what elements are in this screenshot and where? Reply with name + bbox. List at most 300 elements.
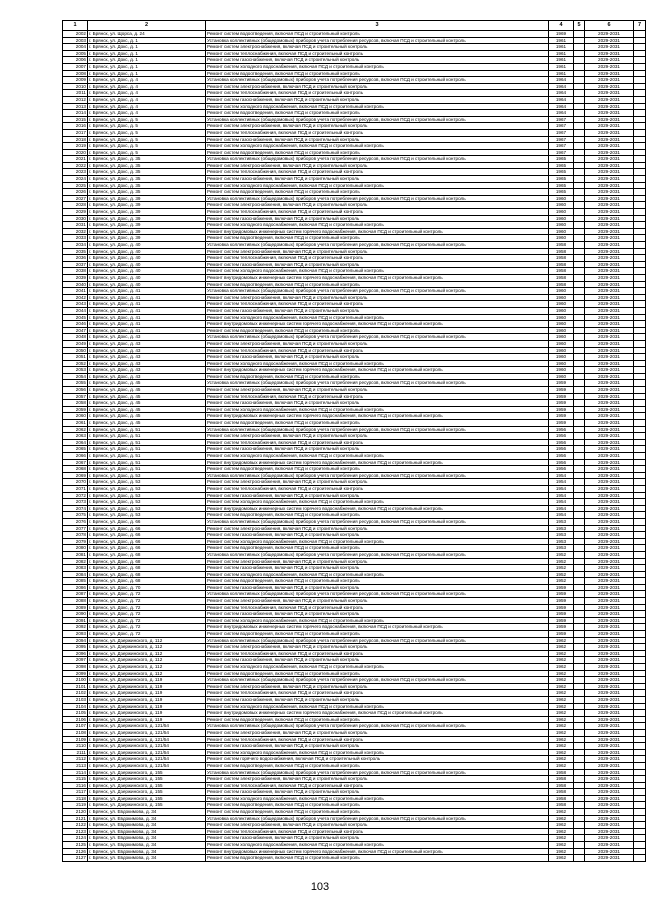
year-built-cell: 1962 <box>549 756 574 763</box>
blank-cell <box>634 802 646 809</box>
year-built-cell: 1962 <box>549 809 574 816</box>
work-type-cell: Ремонт систем теплоснабжения, включая ПСД и строительный контроль <box>206 650 549 657</box>
table-row <box>63 268 646 275</box>
period-cell: 2029-2031 <box>585 525 634 532</box>
period-cell: 2029-2031 <box>585 123 634 130</box>
period-cell: 2029-2031 <box>585 842 634 849</box>
year-built-cell: 1965 <box>549 169 574 176</box>
address-cell: г. Брянск, ул. Докс, д. 39 <box>88 228 206 235</box>
blank-cell <box>634 591 646 598</box>
table-row <box>63 288 646 295</box>
period-cell: 2029-2031 <box>585 670 634 677</box>
blank-cell <box>574 393 585 400</box>
period-cell: 2029-2031 <box>585 782 634 789</box>
blank-cell <box>574 37 585 44</box>
row-number-cell: 2024 <box>63 176 88 183</box>
row-number-cell: 2019 <box>63 143 88 150</box>
period-cell: 2029-2031 <box>585 129 634 136</box>
table-row <box>63 406 646 413</box>
address-cell: г. Брянск, ул. Докс, д. 40 <box>88 242 206 249</box>
row-number-cell: 2053 <box>63 367 88 374</box>
work-type-cell: Ремонт систем электроснабжения, включая ПСД и строительный контроль <box>206 83 549 90</box>
blank-cell <box>574 545 585 552</box>
period-cell: 2029-2031 <box>585 413 634 420</box>
year-built-cell: 1952 <box>549 551 574 558</box>
address-cell: г. Брянск, ул. Докс, д. 39 <box>88 215 206 222</box>
period-cell: 2029-2031 <box>585 756 634 763</box>
row-number-cell: 2104 <box>63 703 88 710</box>
year-built-cell: 1960 <box>549 360 574 367</box>
year-built-cell: 1956 <box>549 446 574 453</box>
address-cell: г. Брянск, ул. Докс, д. 1 <box>88 50 206 57</box>
work-type-cell: Ремонт систем газоснабжения, включая ПСД и строительный контроль <box>206 215 549 222</box>
table-row <box>63 307 646 314</box>
table-row <box>63 584 646 591</box>
address-cell: г. Брянск, ул. Докс, д. 5 <box>88 129 206 136</box>
table-row <box>63 380 646 387</box>
address-cell: г. Брянск, ул. Докс, д. 72 <box>88 604 206 611</box>
blank-cell <box>634 334 646 341</box>
header-row <box>63 21 646 31</box>
work-type-cell: Ремонт систем электроснабжения, включая ПСД и строительный контроль <box>206 776 549 783</box>
blank-cell <box>574 472 585 479</box>
blank-cell <box>634 327 646 334</box>
blank-cell <box>574 63 585 70</box>
work-type-cell: Ремонт внутридомовых инженерных систем горячего водоснабжения, включая ПСД и строительный контроль <box>206 710 549 717</box>
blank-cell <box>634 545 646 552</box>
year-built-cell: 1967 <box>549 136 574 143</box>
blank-cell <box>634 664 646 671</box>
row-number-cell: 2055 <box>63 380 88 387</box>
period-cell: 2029-2031 <box>585 518 634 525</box>
blank-cell <box>574 591 585 598</box>
row-number-cell: 2056 <box>63 387 88 394</box>
year-built-cell: 1962 <box>549 835 574 842</box>
blank-cell <box>574 248 585 255</box>
blank-cell <box>574 406 585 413</box>
blank-cell <box>574 479 585 486</box>
year-built-cell: 1952 <box>549 558 574 565</box>
blank-cell <box>574 822 585 829</box>
year-built-cell: 1967 <box>549 143 574 150</box>
row-number-cell: 2123 <box>63 828 88 835</box>
blank-cell <box>634 789 646 796</box>
work-type-cell: Ремонт систем газоснабжения, включая ПСД и строительный контроль <box>206 176 549 183</box>
header-col-7: 7 <box>634 21 646 31</box>
table-row <box>63 505 646 512</box>
address-cell: г. Брянск, ул. Докс, д. 66 <box>88 538 206 545</box>
row-number-cell: 2105 <box>63 710 88 717</box>
year-built-cell: 1956 <box>549 439 574 446</box>
work-type-cell: Ремонт систем холодного водоснабжения, включая ПСД и строительный контроль <box>206 571 549 578</box>
address-cell: г. Брянск, ул. Докс, д. 4 <box>88 83 206 90</box>
blank-cell <box>634 736 646 743</box>
work-type-cell: Ремонт систем электроснабжения, включая ПСД и строительный контроль <box>206 433 549 440</box>
year-built-cell: 1962 <box>549 710 574 717</box>
row-number-cell: 2048 <box>63 334 88 341</box>
year-built-cell: 1960 <box>549 209 574 216</box>
blank-cell <box>634 426 646 433</box>
row-number-cell: 2099 <box>63 670 88 677</box>
period-cell: 2029-2031 <box>585 453 634 460</box>
blank-cell <box>574 195 585 202</box>
period-cell: 2029-2031 <box>585 591 634 598</box>
address-cell: г. Брянск, ул. Докс, д. 1 <box>88 37 206 44</box>
period-cell: 2029-2031 <box>585 855 634 862</box>
period-cell: 2029-2031 <box>585 512 634 519</box>
row-number-cell: 2016 <box>63 123 88 130</box>
address-cell: г. Брянск, ул. Докс, д. 1 <box>88 63 206 70</box>
blank-cell <box>634 314 646 321</box>
blank-cell <box>634 459 646 466</box>
blank-cell <box>574 716 585 723</box>
year-built-cell: 1960 <box>549 215 574 222</box>
address-cell: г. Брянск, ул. Докс, д. 41 <box>88 327 206 334</box>
blank-cell <box>634 420 646 427</box>
year-built-cell: 1967 <box>549 129 574 136</box>
year-built-cell: 1958 <box>549 261 574 268</box>
row-number-cell: 2006 <box>63 57 88 64</box>
blank-cell <box>634 380 646 387</box>
row-number-cell: 2057 <box>63 393 88 400</box>
table-row <box>63 729 646 736</box>
period-cell: 2029-2031 <box>585 683 634 690</box>
blank-cell <box>634 162 646 169</box>
row-number-cell: 2010 <box>63 83 88 90</box>
table-row <box>63 492 646 499</box>
period-cell: 2029-2031 <box>585 162 634 169</box>
blank-cell <box>574 828 585 835</box>
blank-cell <box>574 400 585 407</box>
row-number-cell: 2052 <box>63 360 88 367</box>
row-number-cell: 2015 <box>63 116 88 123</box>
row-number-cell: 2058 <box>63 400 88 407</box>
work-type-cell: Ремонт систем газоснабжения, включая ПСД и строительный контроль <box>206 657 549 664</box>
period-cell: 2029-2031 <box>585 505 634 512</box>
address-cell: г. Брянск, ул. Дзержинского, д. 155 <box>88 769 206 776</box>
period-cell: 2029-2031 <box>585 466 634 473</box>
blank-cell <box>634 855 646 862</box>
period-cell: 2029-2031 <box>585 380 634 387</box>
year-built-cell: 1959 <box>549 380 574 387</box>
repair-program-table <box>62 20 646 862</box>
blank-cell <box>574 558 585 565</box>
blank-cell <box>634 650 646 657</box>
blank-cell <box>634 202 646 209</box>
header-col-5: 5 <box>574 21 585 31</box>
year-built-cell: 1956 <box>549 453 574 460</box>
period-cell: 2029-2031 <box>585 228 634 235</box>
blank-cell <box>574 525 585 532</box>
blank-cell <box>634 413 646 420</box>
address-cell: г. Брянск, ул. Дзержинского, д. 119 <box>88 677 206 684</box>
work-type-cell: Ремонт систем холодного водоснабжения, включая ПСД и строительный контроль <box>206 143 549 150</box>
table-row <box>63 565 646 572</box>
row-number-cell: 2093 <box>63 631 88 638</box>
blank-cell <box>574 776 585 783</box>
address-cell: г. Брянск, ул. Докс, д. 40 <box>88 274 206 281</box>
row-number-cell: 2100 <box>63 677 88 684</box>
table-row <box>63 802 646 809</box>
blank-cell <box>574 420 585 427</box>
address-cell: г. Брянск, ул. Докс, д. 45 <box>88 420 206 427</box>
year-built-cell: 1962 <box>549 743 574 750</box>
blank-cell <box>574 136 585 143</box>
address-cell: г. Брянск, ул. Докс, д. 72 <box>88 611 206 618</box>
blank-cell <box>574 380 585 387</box>
address-cell: г. Брянск, ул. Докс, д. 51 <box>88 459 206 466</box>
blank-cell <box>574 176 585 183</box>
year-built-cell: 1962 <box>549 822 574 829</box>
table-row <box>63 433 646 440</box>
blank-cell <box>574 274 585 281</box>
work-type-cell: Ремонт систем водоотведения, включая ПСД и строительный контроль <box>206 809 549 816</box>
period-cell: 2029-2031 <box>585 545 634 552</box>
address-cell: г. Брянск, ул. Докс, д. 53 <box>88 485 206 492</box>
period-cell: 2029-2031 <box>585 255 634 262</box>
address-cell: г. Брянск, ул. Дзержинского, д. 155 <box>88 795 206 802</box>
period-cell: 2029-2031 <box>585 209 634 216</box>
work-type-cell: Ремонт систем холодного водоснабжения, включая ПСД и строительный контроль <box>206 103 549 110</box>
work-type-cell: Ремонт систем теплоснабжения, включая ПСД и строительный контроль <box>206 255 549 262</box>
table-row <box>63 354 646 361</box>
row-number-cell: 2072 <box>63 492 88 499</box>
blank-cell <box>634 743 646 750</box>
period-cell: 2029-2031 <box>585 261 634 268</box>
row-number-cell: 2051 <box>63 354 88 361</box>
year-built-cell: 1964 <box>549 83 574 90</box>
blank-cell <box>634 129 646 136</box>
blank-cell <box>574 782 585 789</box>
table-row <box>63 96 646 103</box>
period-cell: 2029-2031 <box>585 156 634 163</box>
period-cell: 2029-2031 <box>585 37 634 44</box>
table-row <box>63 334 646 341</box>
table-row <box>63 63 646 70</box>
blank-cell <box>574 459 585 466</box>
blank-cell <box>634 116 646 123</box>
year-built-cell: 1962 <box>549 650 574 657</box>
year-built-cell: 1956 <box>549 433 574 440</box>
address-cell: г. Брянск, ул. Докс, д. 5 <box>88 123 206 130</box>
blank-cell <box>574 855 585 862</box>
row-number-cell: 2108 <box>63 729 88 736</box>
blank-cell <box>634 571 646 578</box>
period-cell: 2029-2031 <box>585 802 634 809</box>
row-number-cell: 2077 <box>63 525 88 532</box>
work-type-cell: Ремонт систем холодного водоснабжения, включая ПСД и строительный контроль <box>206 703 549 710</box>
row-number-cell: 2112 <box>63 756 88 763</box>
period-cell: 2029-2031 <box>585 776 634 783</box>
blank-cell <box>574 281 585 288</box>
year-built-cell: 1959 <box>549 617 574 624</box>
address-cell: г. Брянск, ул. Докс, д. 72 <box>88 598 206 605</box>
table-row <box>63 466 646 473</box>
year-built-cell: 1960 <box>549 367 574 374</box>
table-row <box>63 683 646 690</box>
work-type-cell: Установка коллективных (общедомовых) приборов учета потребления ресурсов, включая ПСД и строительный контроль <box>206 815 549 822</box>
blank-cell <box>634 532 646 539</box>
row-number-cell: 2083 <box>63 565 88 572</box>
period-cell: 2029-2031 <box>585 189 634 196</box>
table-row <box>63 321 646 328</box>
work-type-cell: Ремонт систем теплоснабжения, включая ПСД и строительный контроль <box>206 485 549 492</box>
work-type-cell: Ремонт систем газоснабжения, включая ПСД и строительный контроль <box>206 611 549 618</box>
work-type-cell: Ремонт систем теплоснабжения, включая ПСД и строительный контроль <box>206 90 549 97</box>
table-row <box>63 301 646 308</box>
blank-cell <box>634 31 646 38</box>
row-number-cell: 2017 <box>63 129 88 136</box>
period-cell: 2029-2031 <box>585 406 634 413</box>
table-row <box>63 598 646 605</box>
row-number-cell: 2103 <box>63 696 88 703</box>
address-cell: г. Брянск, ул. Докс, д. 70 <box>88 584 206 591</box>
blank-cell <box>574 532 585 539</box>
table-row <box>63 274 646 281</box>
period-cell: 2029-2031 <box>585 103 634 110</box>
blank-cell <box>574 683 585 690</box>
blank-cell <box>574 650 585 657</box>
blank-cell <box>574 294 585 301</box>
period-cell: 2029-2031 <box>585 31 634 38</box>
blank-cell <box>634 525 646 532</box>
table-row <box>63 703 646 710</box>
year-built-cell: 1964 <box>549 103 574 110</box>
year-built-cell: 1959 <box>549 624 574 631</box>
address-cell: г. Брянск, ул. Докс, д. 53 <box>88 479 206 486</box>
row-number-cell: 2079 <box>63 538 88 545</box>
period-cell: 2029-2031 <box>585 354 634 361</box>
year-built-cell: 1961 <box>549 63 574 70</box>
address-cell: г. Брянск, ул. Докс, д. 39 <box>88 202 206 209</box>
period-cell: 2029-2031 <box>585 373 634 380</box>
period-cell: 2029-2031 <box>585 439 634 446</box>
address-cell: г. Брянск, ул. Докс, д. 41 <box>88 307 206 314</box>
year-built-cell: 1959 <box>549 387 574 394</box>
blank-cell <box>634 281 646 288</box>
row-number-cell: 2092 <box>63 624 88 631</box>
work-type-cell: Ремонт систем газоснабжения, включая ПСД и строительный контроль <box>206 446 549 453</box>
blank-cell <box>574 288 585 295</box>
year-built-cell: 1953 <box>549 532 574 539</box>
address-cell: г. Брянск, ул. Докс, д. 68 <box>88 578 206 585</box>
year-built-cell: 1961 <box>549 57 574 64</box>
work-type-cell: Ремонт систем водоотведения, включая ПСД и строительный контроль <box>206 670 549 677</box>
year-built-cell: 1960 <box>549 228 574 235</box>
work-type-cell: Ремонт систем холодного водоснабжения, включая ПСД и строительный контроль <box>206 453 549 460</box>
work-type-cell: Ремонт систем электроснабжения, включая ПСД и строительный контроль <box>206 202 549 209</box>
address-cell: г. Брянск, ул. Докс, д. 35 <box>88 156 206 163</box>
period-cell: 2029-2031 <box>585 485 634 492</box>
blank-cell <box>574 637 585 644</box>
period-cell: 2029-2031 <box>585 492 634 499</box>
blank-cell <box>574 789 585 796</box>
address-cell: г. Брянск, ул. Докс, д. 4 <box>88 103 206 110</box>
year-built-cell: 1954 <box>549 485 574 492</box>
period-cell: 2029-2031 <box>585 716 634 723</box>
table-body <box>63 31 646 862</box>
year-built-cell: 1959 <box>549 611 574 618</box>
period-cell: 2029-2031 <box>585 248 634 255</box>
blank-cell <box>634 307 646 314</box>
table-row <box>63 294 646 301</box>
period-cell: 2029-2031 <box>585 677 634 684</box>
work-type-cell: Ремонт систем газоснабжения, включая ПСД и строительный контроль <box>206 400 549 407</box>
blank-cell <box>574 143 585 150</box>
year-built-cell: 1965 <box>549 162 574 169</box>
work-type-cell: Ремонт систем водоотведения, включая ПСД и строительный контроль <box>206 31 549 38</box>
blank-cell <box>574 499 585 506</box>
row-number-cell: 2025 <box>63 182 88 189</box>
row-number-cell: 2062 <box>63 426 88 433</box>
blank-cell <box>634 195 646 202</box>
table-row <box>63 340 646 347</box>
year-built-cell: 1960 <box>549 334 574 341</box>
period-cell: 2029-2031 <box>585 321 634 328</box>
period-cell: 2029-2031 <box>585 110 634 117</box>
work-type-cell: Ремонт систем электроснабжения, включая ПСД и строительный контроль <box>206 644 549 651</box>
table-row <box>63 617 646 624</box>
blank-cell <box>634 242 646 249</box>
table-row <box>63 129 646 136</box>
row-number-cell: 2109 <box>63 736 88 743</box>
period-cell: 2029-2031 <box>585 288 634 295</box>
row-number-cell: 2011 <box>63 90 88 97</box>
blank-cell <box>574 373 585 380</box>
table-row <box>63 215 646 222</box>
table-row <box>63 789 646 796</box>
blank-cell <box>634 835 646 842</box>
year-built-cell: 1962 <box>549 842 574 849</box>
row-number-cell: 2038 <box>63 268 88 275</box>
address-cell: г. Брянск, ул. Докс, д. 51 <box>88 453 206 460</box>
address-cell: г. Брянск, ул. Докс, д. 72 <box>88 617 206 624</box>
row-number-cell: 2076 <box>63 518 88 525</box>
row-number-cell: 2027 <box>63 195 88 202</box>
row-number-cell: 2045 <box>63 314 88 321</box>
row-number-cell: 2088 <box>63 598 88 605</box>
table-row <box>63 677 646 684</box>
period-cell: 2029-2031 <box>585 70 634 77</box>
year-built-cell: 1961 <box>549 50 574 57</box>
table-row <box>63 512 646 519</box>
year-built-cell: 1959 <box>549 604 574 611</box>
table-row <box>63 261 646 268</box>
period-cell: 2029-2031 <box>585 176 634 183</box>
work-type-cell: Ремонт систем электроснабжения, включая ПСД и строительный контроль <box>206 822 549 829</box>
table-row <box>63 195 646 202</box>
blank-cell <box>574 505 585 512</box>
table-row <box>63 736 646 743</box>
blank-cell <box>574 268 585 275</box>
blank-cell <box>574 743 585 750</box>
table-row <box>63 571 646 578</box>
row-number-cell: 2073 <box>63 499 88 506</box>
table-row <box>63 631 646 638</box>
work-type-cell: Установка коллективных (общедомовых) приборов учета потребления ресурсов, включая ПСД и строительный контроль <box>206 288 549 295</box>
row-number-cell: 2042 <box>63 294 88 301</box>
blank-cell <box>574 261 585 268</box>
table-row <box>63 835 646 842</box>
address-cell: г. Брянск, ул. Докс, д. 35 <box>88 176 206 183</box>
blank-cell <box>574 703 585 710</box>
blank-cell <box>574 617 585 624</box>
period-cell: 2029-2031 <box>585 169 634 176</box>
blank-cell <box>574 670 585 677</box>
address-cell: г. Брянск, ул. Дзержинского, д. 112 <box>88 657 206 664</box>
blank-cell <box>574 512 585 519</box>
address-cell: г. Брянск, ул. Докс, д. 66 <box>88 545 206 552</box>
